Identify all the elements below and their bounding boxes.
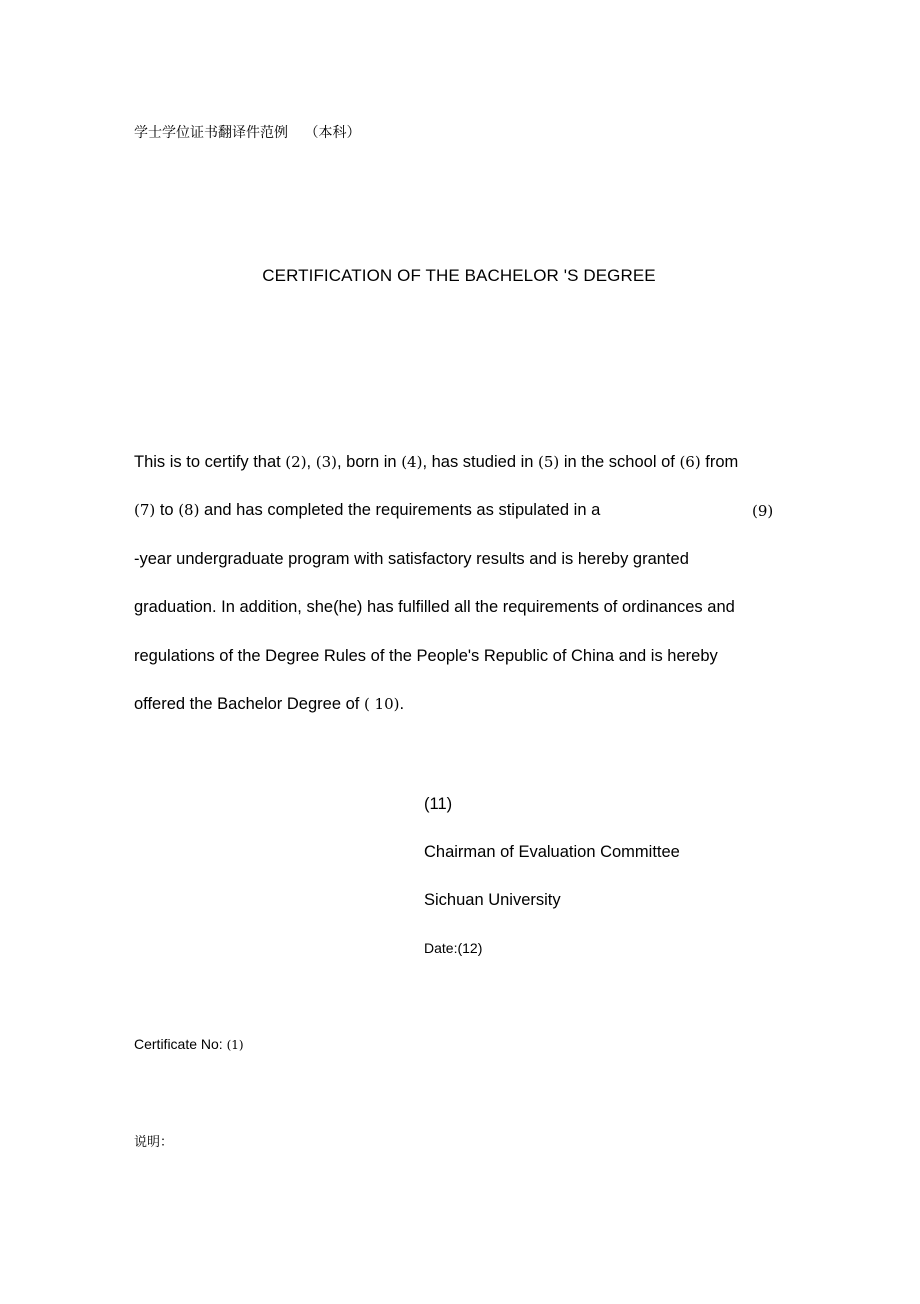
body-text: , <box>306 453 316 471</box>
body-text: This is to certify that <box>134 453 286 471</box>
placeholder-4: (4) <box>401 453 423 471</box>
note-label: 说明： <box>134 1135 174 1150</box>
body-text: , has studied in <box>422 453 539 471</box>
body-line-6 <box>134 695 404 714</box>
body-line-3: -year undergraduate program with satisfactory results and is hereby granted <box>134 550 689 568</box>
body-line-2 <box>134 501 600 520</box>
placeholder-1: (1) <box>226 1038 244 1052</box>
body-line-5: regulations of the Degree Rules of the People's Republic of China and is hereby <box>134 647 718 665</box>
signature-number: (11) <box>424 795 453 813</box>
body-text: from <box>700 453 739 471</box>
signature-date: Date:(12) <box>424 940 483 956</box>
body-text: , born in <box>336 453 402 471</box>
body-text: and has completed the requirements as stipulated in a <box>199 501 601 519</box>
body-text: offered the Bachelor Degree of <box>134 695 364 713</box>
body-line-4: graduation. In addition, she(he) has fulfilled all the requirements of ordinances and <box>134 598 735 616</box>
body-line-1 <box>134 453 738 472</box>
signature-role: Chairman of Evaluation Committee <box>424 843 680 861</box>
header-title: 学士学位证书翻译件范例 <box>134 125 288 141</box>
placeholder-10: ( 10) <box>363 695 400 713</box>
body-text: to <box>155 501 179 519</box>
placeholder-6: (6) <box>679 453 701 471</box>
body-text: in the school of <box>559 453 680 471</box>
certificate-number <box>134 1036 244 1052</box>
document-title: CERTIFICATION OF THE BACHELOR 'S DEGREE <box>262 266 656 285</box>
placeholder-5: (5) <box>538 453 560 471</box>
signature-university: Sichuan University <box>424 891 561 909</box>
header-subtitle: （本科） <box>304 125 361 141</box>
certificate-label: Certificate No: <box>134 1036 227 1052</box>
placeholder-9: (9) <box>752 502 774 520</box>
placeholder-7: (7) <box>134 501 156 519</box>
header <box>134 122 360 142</box>
placeholder-3: (3) <box>315 453 337 471</box>
placeholder-8: (8) <box>178 501 200 519</box>
placeholder-2: (2) <box>285 453 307 471</box>
body-text: . <box>399 695 405 713</box>
